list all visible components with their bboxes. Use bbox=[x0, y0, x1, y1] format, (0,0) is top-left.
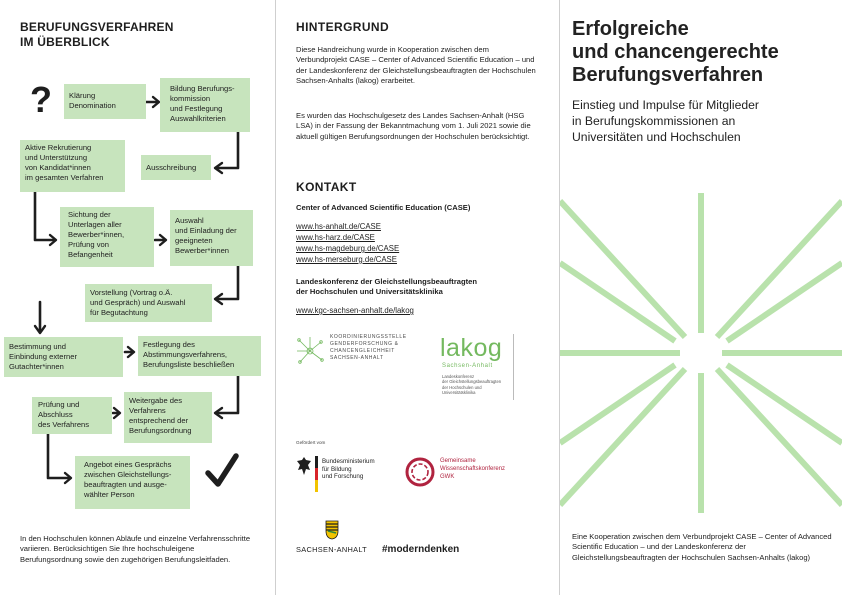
network-icon bbox=[296, 336, 324, 366]
info-panel bbox=[276, 0, 559, 595]
eagle-icon bbox=[296, 456, 312, 476]
link-hs-magdeburg[interactable]: www.hs-magdeburg.de/CASE bbox=[296, 244, 400, 253]
flow-step-6: Auswahl und Einladung der geeigneten Bewerber*innen bbox=[170, 210, 253, 266]
starburst-graphic bbox=[560, 183, 842, 523]
flow-step-1: Klärung Denomination bbox=[64, 84, 146, 119]
gwk-ring-icon bbox=[404, 456, 436, 488]
link-hs-anhalt[interactable]: www.hs-anhalt.de/CASE bbox=[296, 222, 381, 231]
lakog-logo: lakog Sachsen-Anhalt Landeskonferenz der Gleichstellungsbeauftragten der Hochschulen und Universitätsklinika bbox=[436, 334, 514, 400]
background-paragraph-1: Diese Handreichung wurde in Kooperation zwischen dem Verbundprojekt CASE – Center of Advanced Scientific Education – und der Landeskonferenz der Gleichstellungsbeauftragten der Hochschulen Sachsen-Anhalts (lakog) erarbeitet. bbox=[296, 45, 536, 86]
koordinierungsstelle-logo: KOORDINIERUNGSSTELLE GENDERFORSCHUNG & CHANCENGLEICHHEIT SACHSEN-ANHALT bbox=[296, 334, 411, 372]
background-paragraph-2: Es wurden das Hochschulgesetz des Landes Sachsen-Anhalt (HSG LSA) in der Fassung der Bekanntmachung vom 1. Juli 2021 sowie die aktuell gültigen Berufungsordnungen der Hochschulen berücksichtigt. bbox=[296, 111, 531, 141]
funded-by-label: Gefördert vom bbox=[296, 440, 326, 445]
overview-panel bbox=[0, 0, 275, 595]
german-flag-icon bbox=[315, 456, 318, 492]
checkmark-icon bbox=[205, 452, 239, 490]
gwk-logo: Gemeinsame Wissenschaftskonferenz GWK bbox=[404, 456, 529, 488]
flow-step-12: Angebot eines Gesprächs zwischen Gleichstellungs- beauftragten und ausge- wählter Person bbox=[75, 456, 190, 509]
flow-step-10: Prüfung und Abschluss des Verfahrens bbox=[32, 397, 112, 434]
link-lakog[interactable]: www.kgc-sachsen-anhalt.de/lakog bbox=[296, 306, 414, 315]
link-hs-harz[interactable]: www.hs-harz.de/CASE bbox=[296, 233, 375, 242]
contact-org-lakog: Landeskonferenz der Gleichstellungsbeauftragten der Hochschulen und Universitätsklinika bbox=[296, 277, 478, 297]
sachsen-anhalt-logo: SACHSEN-ANHALT bbox=[296, 520, 372, 560]
flow-step-9: Festlegung des Abstimmungsverfahrens, Berufungsliste beschließen bbox=[138, 336, 261, 376]
flow-step-11: Weitergabe des Verfahrens entsprechend der Berufungsordnung bbox=[124, 392, 212, 443]
coat-of-arms-icon bbox=[325, 520, 339, 540]
contact-heading: KONTAKT bbox=[296, 180, 357, 194]
link-hs-merseburg[interactable]: www.hs-merseburg.de/CASE bbox=[296, 255, 397, 264]
flow-step-4: Ausschreibung bbox=[141, 155, 211, 180]
cover-panel bbox=[560, 0, 842, 595]
question-mark-icon: ? bbox=[30, 79, 52, 120]
moderndenken-hashtag: #moderndenken bbox=[382, 544, 460, 555]
flow-step-2: Bildung Berufungs- kommission und Festlegung Auswahlkriterien bbox=[160, 78, 250, 132]
overview-footnote: In den Hochschulen können Abläufe und einzelne Verfahrensschritte variieren. Berücksichtigen Sie Ihre hochschuleigene Berufungsordnung sowie den zugehörigen Berufungsleitfaden. bbox=[20, 534, 251, 564]
flow-step-5: Sichtung der Unterlagen aller Bewerber*innen, Prüfung von Befangenheit bbox=[60, 207, 154, 267]
flow-step-3: Aktive Rekrutierung und Unterstützung von Kandidat*innen im gesamten Verfahren bbox=[20, 140, 125, 192]
background-heading: HINTERGRUND bbox=[296, 20, 390, 34]
cover-title: Erfolgreiche und chancengerechte Berufungsverfahren bbox=[572, 18, 779, 86]
overview-title: BERUFUNGSVERFAHREN IM ÜBERBLICK bbox=[20, 20, 174, 49]
bmbf-logo: Bundesministerium für Bildung und Forschung bbox=[296, 452, 386, 500]
cover-footer: Eine Kooperation zwischen dem Verbundprojekt CASE – Center of Advanced Scientific Education – und der Landeskonferenz der Gleichstellungsbeauftragten der Hochschulen Sachsen-Anhalts (lakog) bbox=[572, 532, 832, 562]
cover-subtitle: Einstieg und Impulse für Mitglieder in Berufungskommissionen an Universitäten und Hochschulen bbox=[572, 98, 759, 144]
flow-step-7: Vorstellung (Vortrag o.Ä. und Gespräch) und Auswahl für Begutachtung bbox=[85, 284, 212, 322]
contact-org-case: Center of Advanced Scientific Education (CASE) bbox=[296, 203, 471, 212]
flow-step-8: Bestimmung und Einbindung externer Gutachter*innen bbox=[4, 337, 123, 377]
